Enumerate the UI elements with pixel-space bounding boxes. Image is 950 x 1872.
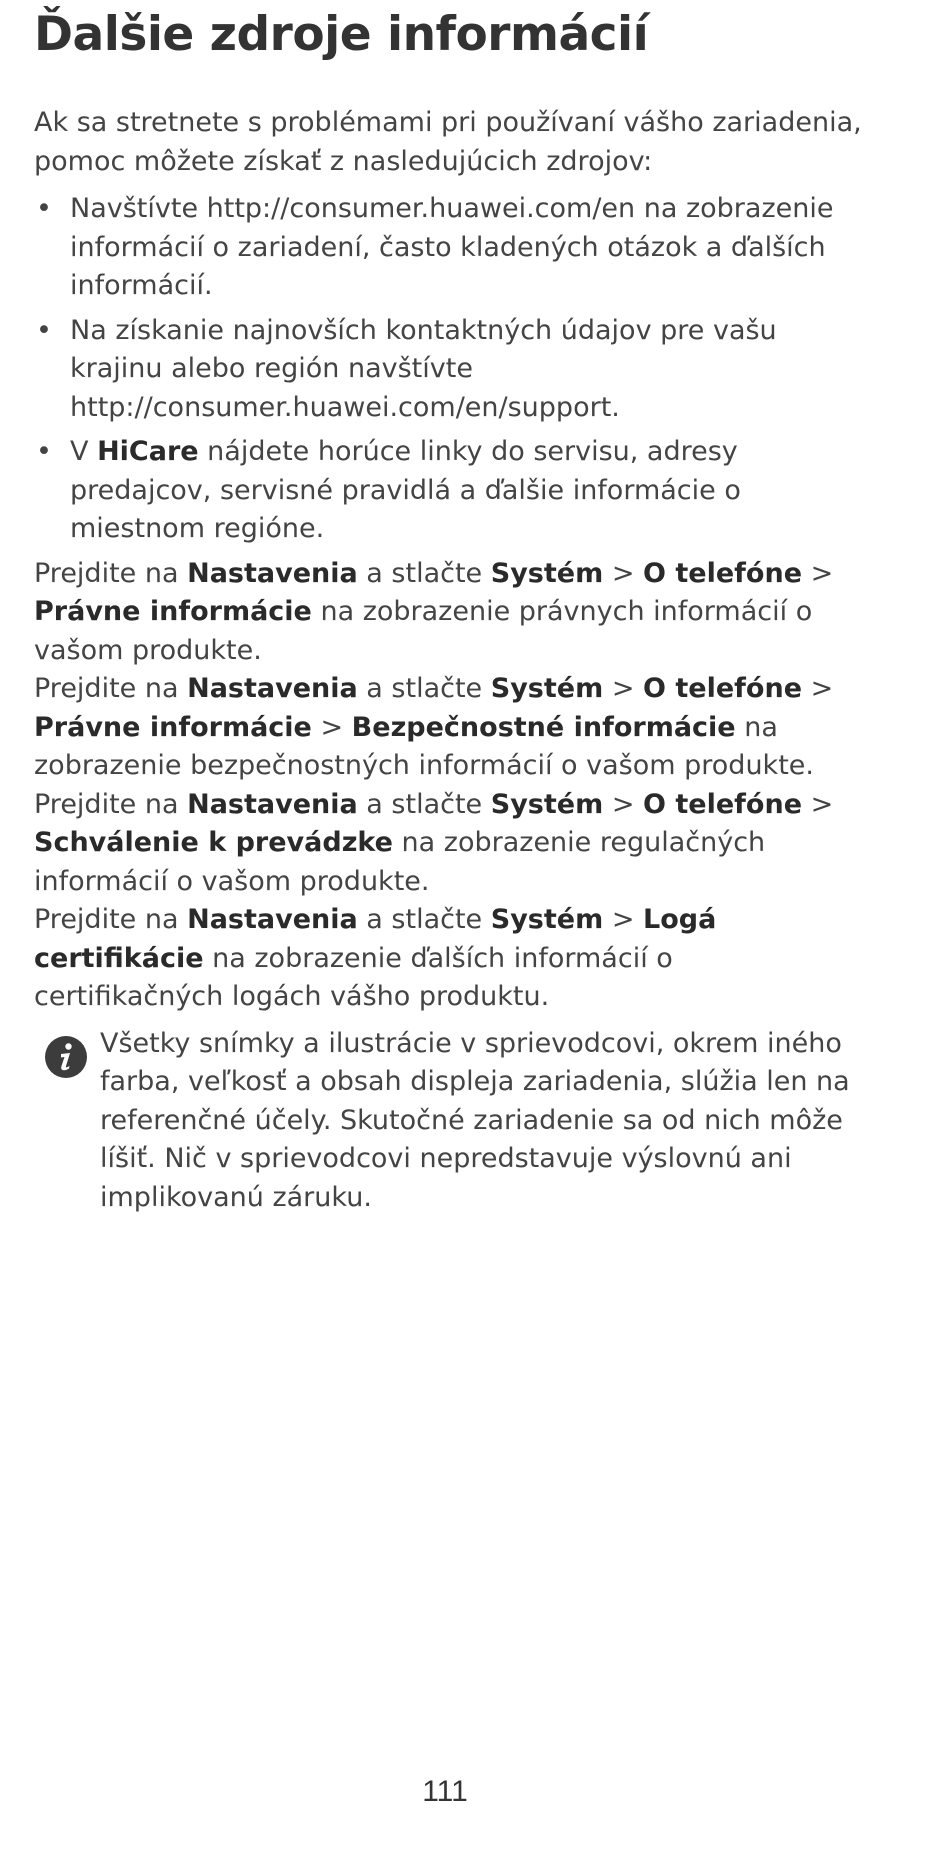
about-phone-menu-path: O telefóne (643, 557, 803, 589)
text: Prejdite na (34, 673, 188, 704)
text: a stlačte (357, 904, 491, 935)
page-title: Ďalšie zdroje informácií (34, 7, 649, 62)
settings-menu-path: Nastavenia (187, 904, 358, 935)
text: Prejdite na (34, 557, 188, 589)
sources-list (34, 190, 864, 549)
list-item-text: Na získanie najnovších kontaktných údajov pre vašu krajinu alebo región navštívte http://consumer.huawei.com/en/support. (70, 314, 777, 423)
system-menu-path: Systém (490, 788, 604, 820)
note-block (34, 1025, 864, 1218)
text: na zobrazenie regulačných informácií o vašom produkte. (34, 827, 766, 897)
certification-logos-menu-path: Logá certifikácie (34, 904, 717, 974)
path-separator: > (802, 557, 834, 589)
page-number: 111 (422, 1775, 468, 1808)
legal-info-paragraph (34, 555, 864, 671)
path-separator: > (802, 788, 834, 820)
about-phone-menu-path: O telefóne (643, 673, 803, 704)
hicare-app-name: HiCare (97, 436, 199, 467)
legal-info-menu-path: Právne informácie (34, 596, 312, 627)
list-item (34, 312, 864, 428)
text: na zobrazenie ďalších informácií o certifikačných logách vášho produktu. (34, 942, 673, 1012)
bullet-icon: • (36, 436, 52, 467)
bullet-icon: • (36, 193, 52, 224)
info-icon (44, 1035, 88, 1079)
system-menu-path: Systém (490, 557, 604, 589)
safety-info-menu-path: Bezpečnostné informácie (351, 711, 736, 743)
settings-menu-path: Nastavenia (187, 788, 358, 820)
list-item-text-post: nájdete horúce linky do servisu, adresy predajcov, servisné pravidlá a ďalšie informácie o miestnom regióne. (70, 436, 741, 544)
settings-menu-path: Nastavenia (187, 557, 358, 589)
note-text: Všetky snímky a ilustrácie v sprievodcovi, okrem iného farba, veľkosť a obsah displeja zariadenia, slúžia len na referenčné účely. Skutočné zariadenie sa od nich môže líšiť. Nič v sprievodcovi nepredstavuje výslovnú ani implikovanú záruku. (100, 1027, 850, 1213)
list-item-text: Navštívte http://consumer.huawei.com/en na zobrazenie informácií o zariadení, často kladených otázok a ďalších informácií. (70, 193, 834, 301)
text: Prejdite na (34, 788, 188, 820)
system-menu-path: Systém (490, 904, 604, 935)
list-item (34, 433, 864, 549)
document-page (34, 0, 864, 1217)
text: na zobrazenie bezpečnostných informácií o vašom produkte. (34, 711, 814, 781)
path-separator: > (603, 557, 644, 589)
regulatory-approval-menu-path: Schválenie k prevádzke (34, 827, 393, 858)
legal-info-menu-path: Právne informácie (34, 711, 312, 743)
text: a stlačte (357, 557, 491, 589)
list-item (34, 190, 864, 306)
text: na zobrazenie právnych informácií o vašom produkte. (34, 596, 813, 666)
safety-info-paragraph (34, 670, 864, 786)
path-separator: > (311, 711, 352, 743)
text: a stlačte (357, 788, 491, 820)
intro-paragraph: Ak sa stretnete s problémami pri používaní vášho zariadenia, pomoc môžete získať z nasledujúcich zdrojov: (34, 107, 862, 177)
path-separator: > (603, 788, 644, 820)
text: a stlačte (357, 673, 491, 704)
about-phone-menu-path: O telefóne (643, 788, 803, 820)
system-menu-path: Systém (490, 673, 604, 704)
list-item-text-pre: V (70, 436, 98, 467)
bullet-icon: • (36, 314, 52, 346)
path-separator: > (603, 673, 644, 704)
path-separator: > (603, 904, 644, 935)
text: Prejdite na (34, 904, 188, 935)
path-separator: > (802, 673, 834, 704)
regulatory-info-paragraph (34, 786, 864, 902)
certification-logos-paragraph (34, 901, 864, 1017)
settings-menu-path: Nastavenia (187, 673, 358, 704)
